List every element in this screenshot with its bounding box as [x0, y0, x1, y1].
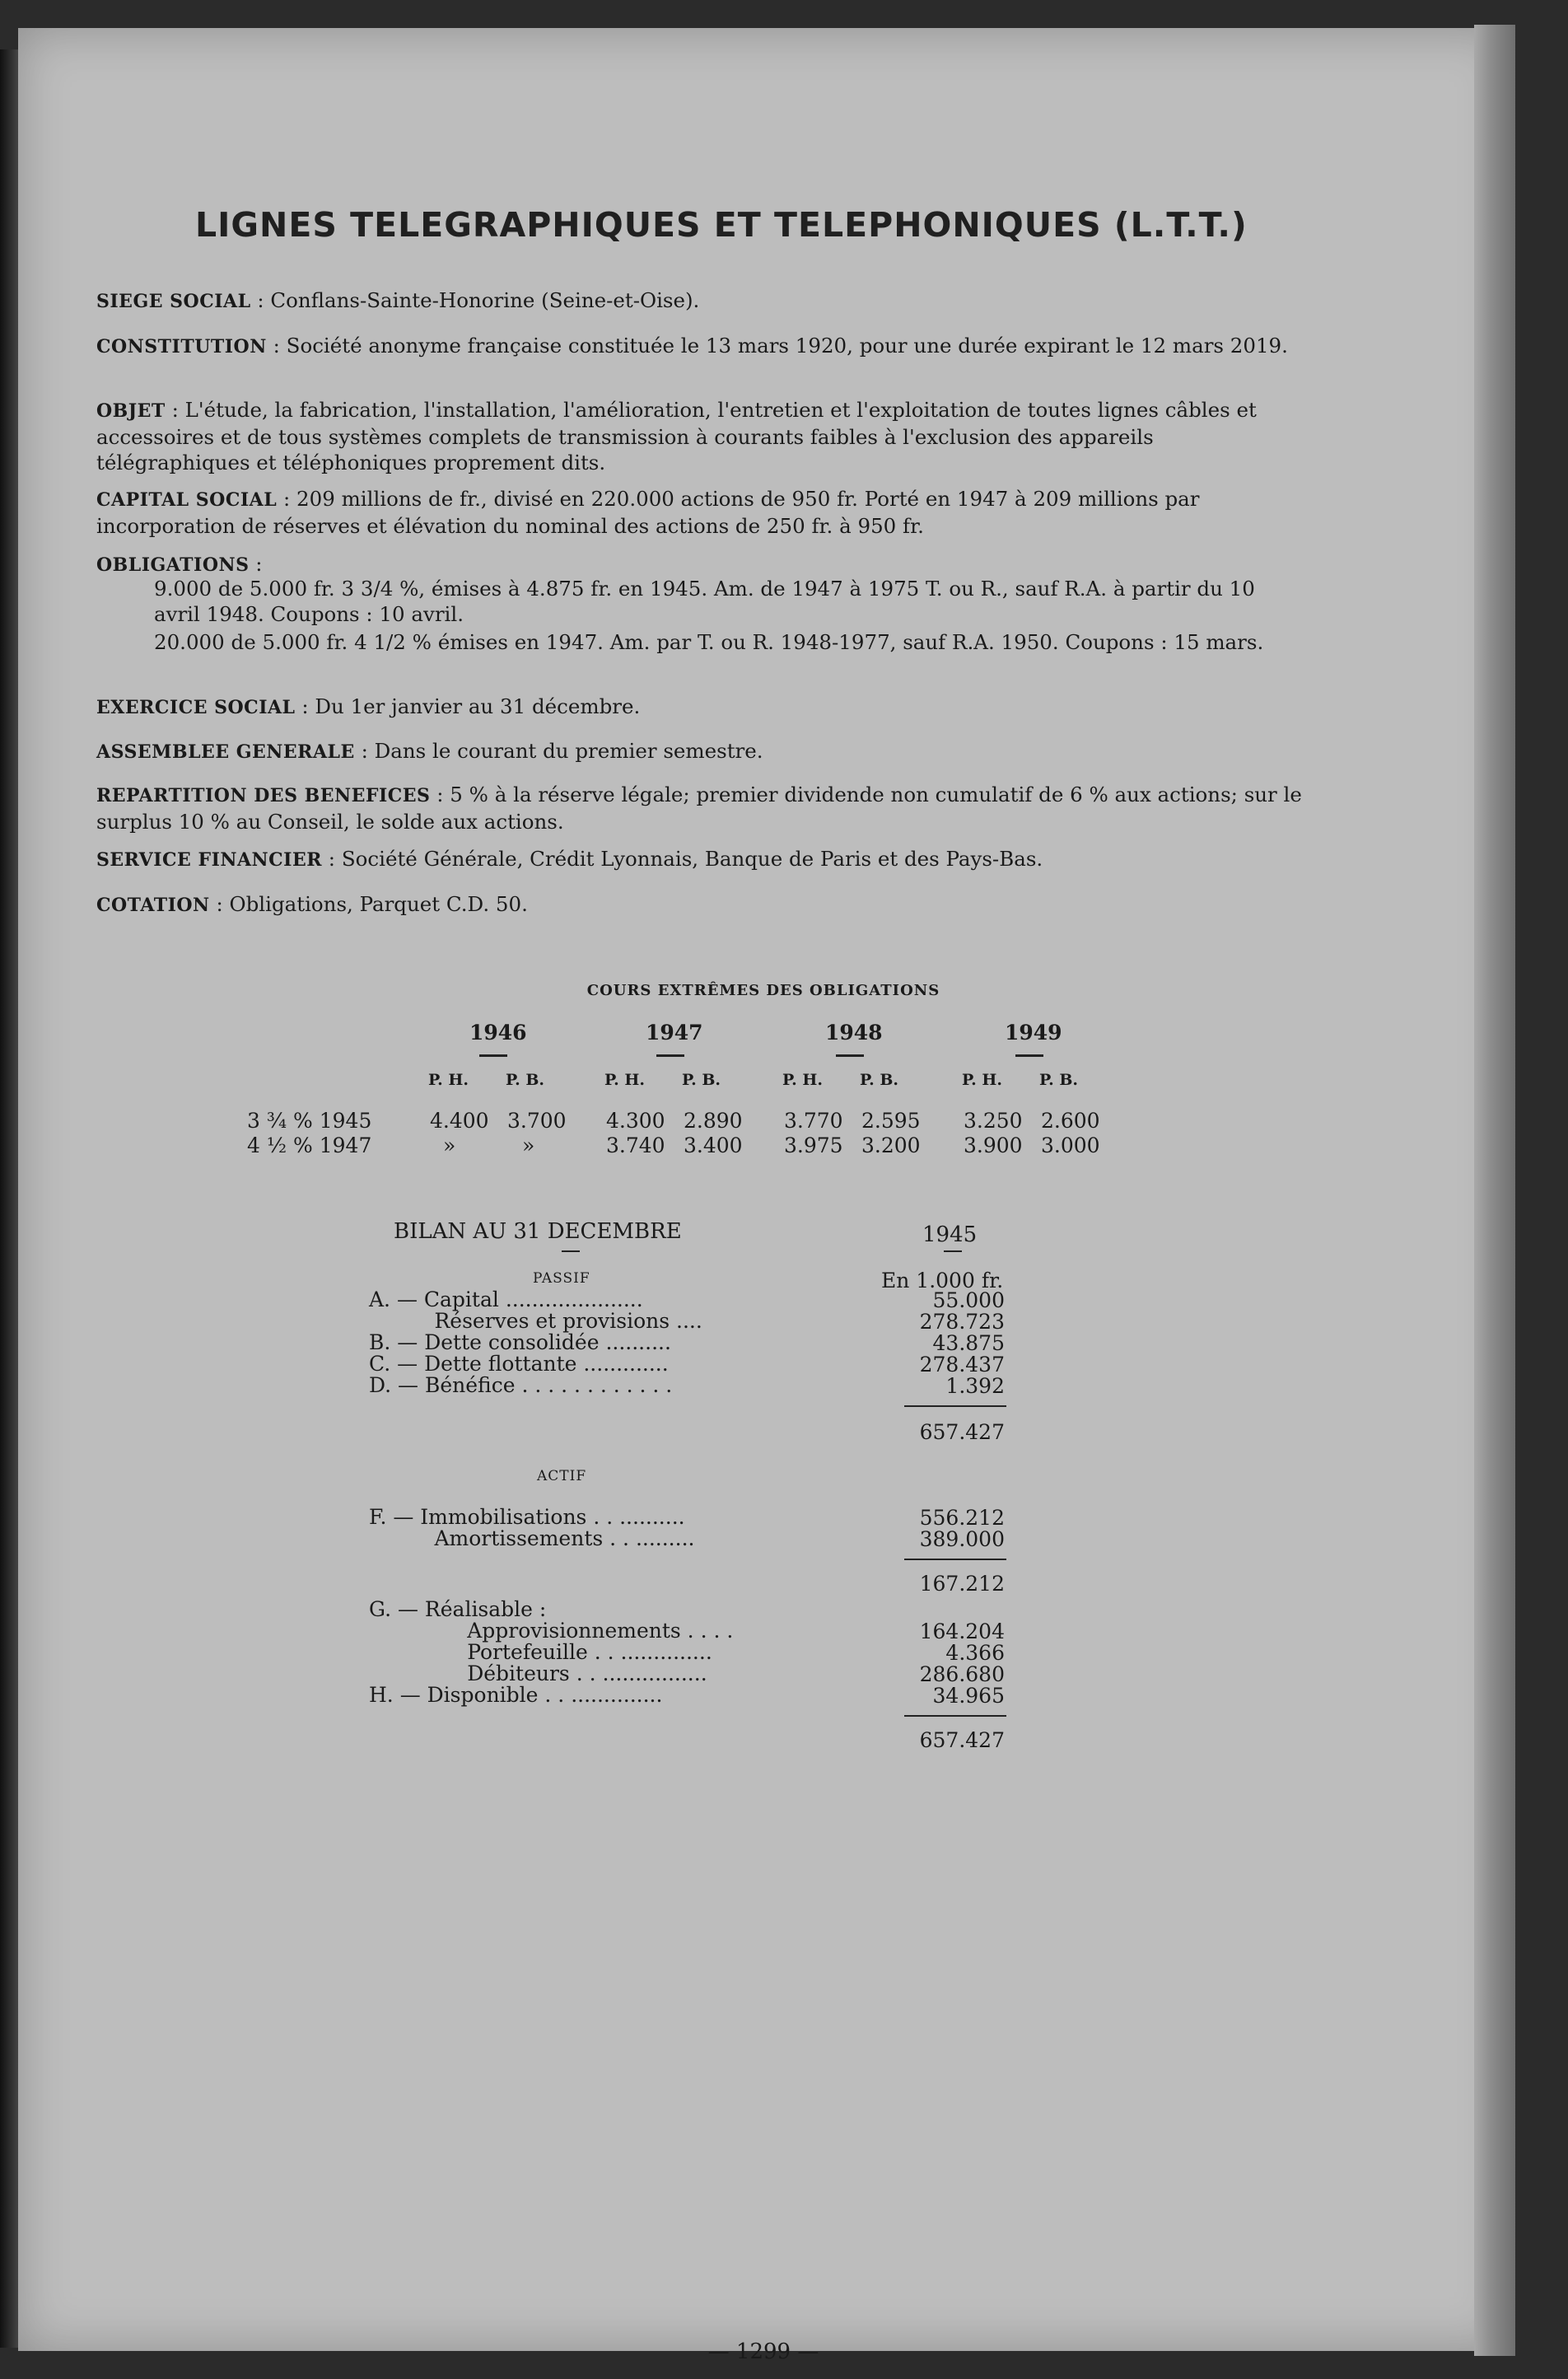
col-ph: P. H. — [428, 1071, 469, 1089]
actif-value: 164.204 — [919, 1619, 1005, 1643]
passif-line: D. — Bénéfice . . . . . . . . . . . . — [369, 1373, 673, 1397]
page-title: LIGNES TELEGRAPHIQUES ET TELEPHONIQUES (L.T.T.) — [195, 205, 1248, 245]
book-spine-shadow — [0, 49, 18, 2348]
col-ph: P. H. — [962, 1071, 1002, 1089]
document-page — [18, 28, 1509, 2364]
service-financier: SERVICE FINANCIER : Société Générale, Crédit Lyonnais, Banque de Paris et des Pays-Bas. — [96, 847, 1043, 871]
cotation: COTATION : Obligations, Parquet C.D. 50. — [96, 892, 528, 916]
year-1947: 1947 — [646, 1021, 703, 1045]
passif-line: B. — Dette consolidée .......... — [369, 1330, 671, 1354]
col-pb: P. B. — [682, 1071, 721, 1089]
table-cell: 2.595 — [861, 1109, 921, 1133]
passif-line: Réserves et provisions .... — [369, 1309, 702, 1333]
passif-label: PASSIF — [533, 1270, 590, 1287]
passif-value: 43.875 — [932, 1331, 1005, 1355]
year-1946: 1946 — [469, 1021, 527, 1045]
actif-line: F. — Immobilisations . . .......... — [369, 1505, 685, 1529]
assemblee-generale: ASSEMBLEE GENERALE : Dans le courant du premier semestre. — [96, 739, 763, 763]
table-cell: 2.890 — [684, 1109, 743, 1133]
row-label: 3 ¾ % 1945 — [247, 1109, 372, 1133]
unit-label: En 1.000 fr. — [881, 1269, 1004, 1292]
passif-value: 1.392 — [945, 1374, 1005, 1398]
year-underline — [1015, 1054, 1043, 1057]
table-cell: » — [522, 1133, 535, 1157]
actif-value: 4.366 — [945, 1641, 1005, 1665]
obligation-2: 20.000 de 5.000 fr. 4 1/2 % émises en 1947. Am. par T. ou R. 1948-1977, sauf R.A. 1950. Coupons : 15 mars. — [154, 630, 1264, 654]
year-1948: 1948 — [825, 1021, 883, 1045]
table-cell: 4.400 — [430, 1109, 489, 1133]
obligation-1: 9.000 de 5.000 fr. 3 3/4 %, émises à 4.875 fr. en 1945. Am. de 1947 à 1975 T. ou R., sauf R.A. à partir du 10 avril 1948. Coupons : 10 avril. — [154, 577, 1255, 626]
col-pb: P. B. — [1039, 1071, 1079, 1089]
year-underline — [479, 1054, 507, 1057]
obligations-heading: OBLIGATIONS : — [96, 552, 263, 576]
siege-social: SIEGE SOCIAL : Conflans-Sainte-Honorine (Seine-et-Oise). — [96, 288, 700, 312]
table-cell: 3.700 — [507, 1109, 567, 1133]
col-ph: P. H. — [782, 1071, 823, 1089]
actif-line: Amortissements . . ......... — [369, 1526, 695, 1550]
table-cell: 4.300 — [606, 1109, 665, 1133]
table-cell: 3.975 — [784, 1133, 843, 1157]
actif-line: Approvisionnements . . . . — [369, 1619, 734, 1643]
table-cell: 3.400 — [684, 1133, 743, 1157]
total-rule — [904, 1715, 1006, 1717]
actif-value: 389.000 — [919, 1527, 1005, 1551]
passif-total: 657.427 — [919, 1420, 1005, 1444]
table-cell: 3.770 — [784, 1109, 843, 1133]
actif-value: 34.965 — [932, 1684, 1005, 1708]
actif-value: 556.212 — [919, 1506, 1005, 1530]
constitution: CONSTITUTION : Société anonyme française constituée le 13 mars 1920, pour une durée expirant le 12 mars 2019. — [96, 334, 1288, 358]
actif-total: 657.427 — [919, 1728, 1005, 1752]
row-label: 4 ½ % 1947 — [247, 1133, 372, 1157]
capital-social: CAPITAL SOCIAL : 209 millions de fr., divisé en 220.000 actions de 950 fr. Porté en 1947 à 209 millions par incorporation de réserves et élévation du nominal des actions de 250 fr. à 950 fr. — [96, 487, 1200, 538]
year-underline — [836, 1054, 864, 1057]
actif-line: H. — Disponible . . .............. — [369, 1683, 663, 1707]
year-underline — [944, 1250, 962, 1252]
table-cell: 3.200 — [861, 1133, 921, 1157]
bilan-title: BILAN AU 31 DECEMBRE — [394, 1219, 682, 1244]
col-pb: P. B. — [506, 1071, 545, 1089]
repartition-benefices: REPARTITION DES BENEFICES : 5 % à la réserve légale; premier dividende non cumulatif de 6 % aux actions; sur le surplus 10 % au Conseil, le solde aux actions. — [96, 783, 1302, 834]
passif-value: 55.000 — [932, 1288, 1005, 1312]
exercice-social: EXERCICE SOCIAL : Du 1er janvier au 31 décembre. — [96, 694, 641, 718]
title-underline — [562, 1250, 580, 1252]
table-cell: 3.740 — [606, 1133, 665, 1157]
actif-line: Débiteurs . . ................ — [369, 1662, 707, 1685]
actif-label: ACTIF — [537, 1468, 587, 1484]
passif-value: 278.437 — [919, 1353, 1005, 1376]
page-number: — 1299 — — [707, 2339, 819, 2364]
actif-value: 286.680 — [919, 1662, 1005, 1686]
year-underline — [656, 1054, 684, 1057]
bilan-year: 1945 — [922, 1222, 978, 1247]
table-cell: » — [443, 1133, 456, 1157]
actif-f-net: 167.212 — [919, 1572, 1005, 1596]
objet: OBJET : L'étude, la fabrication, l'installation, l'amélioration, l'entretien et l'exploitation de toutes lignes câbles et accessoires et de tous systèmes complets de transmission à courants faibles à l'exclusion des appareils télégraphiques et téléphoniques proprement dits. — [96, 398, 1257, 474]
passif-line: A. — Capital ..................... — [369, 1288, 643, 1311]
total-rule — [904, 1405, 1006, 1407]
subtotal-rule — [904, 1559, 1006, 1560]
passif-line: C. — Dette flottante ............. — [369, 1352, 669, 1376]
table-cell: 3.900 — [964, 1133, 1023, 1157]
col-pb: P. B. — [860, 1071, 899, 1089]
passif-value: 278.723 — [919, 1310, 1005, 1334]
actif-line: G. — Réalisable : — [369, 1597, 547, 1621]
table-cell: 3.250 — [964, 1109, 1023, 1133]
col-ph: P. H. — [604, 1071, 645, 1089]
table-cell: 2.600 — [1041, 1109, 1100, 1133]
actif-line: Portefeuille . . .............. — [369, 1640, 712, 1664]
book-page-edges — [1474, 25, 1515, 2356]
cours-caption: COURS EXTRÊMES DES OBLIGATIONS — [586, 982, 940, 999]
table-cell: 3.000 — [1041, 1133, 1100, 1157]
year-1949: 1949 — [1005, 1021, 1062, 1045]
